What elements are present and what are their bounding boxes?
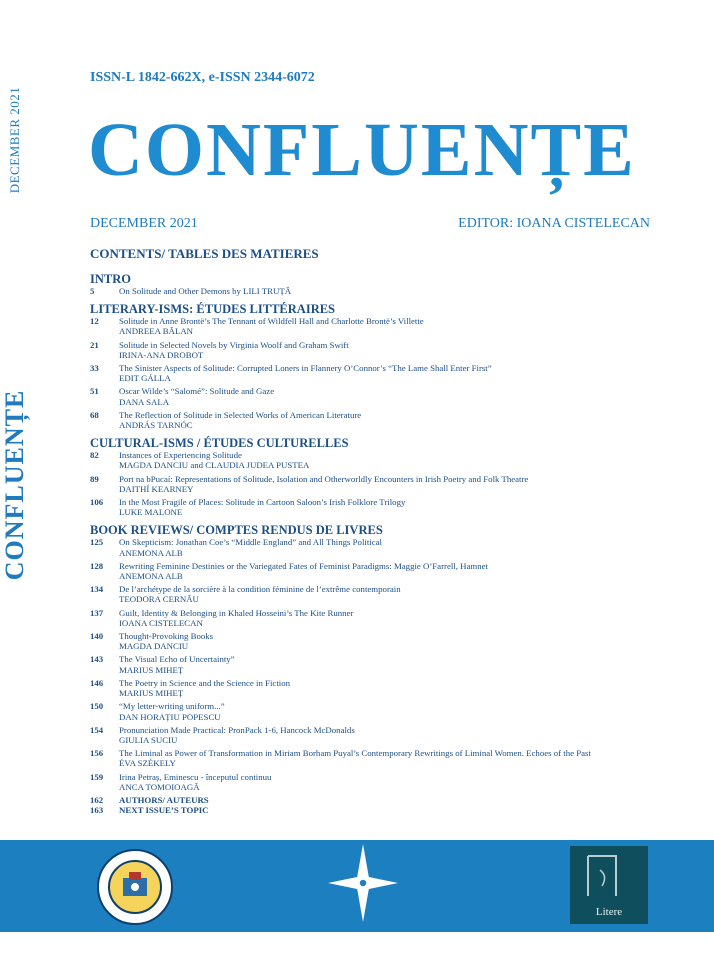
entry-author: ANEMONA ALB [119,571,183,582]
entry-body [119,701,670,721]
page-number: 146 [90,677,104,688]
toc-entry [90,537,670,557]
toc-entry [90,748,670,768]
entry-body [119,608,670,628]
entry-title: Irina Petraș, Eminescu - începutul continuu [119,771,272,782]
toc-entry [90,631,670,651]
litere-label: Litere [595,906,623,918]
entry-author: IRINA-ANA DROBOT [119,349,204,360]
entry-body [119,678,670,698]
quill-icon [570,846,648,906]
editor-line: EDITOR: IOANA CISTELECAN [458,216,650,231]
page-number: 106 [90,497,104,508]
page-number: 143 [90,654,104,665]
entry-title: De l’archétype de la sorcière à la condition féminine de l’extrême contemporain [119,584,401,595]
entry-title: Rewriting Feminine Destinies or the Variegated Fates of Feminist Paradigms: Maggie O’Farrell, Hamnet [119,560,488,571]
entry-body [119,584,670,604]
toc-entry [90,497,670,517]
entry-author: EDIT GÁLLA [119,373,171,384]
toc-entry [90,450,670,470]
page-number: 162 [90,794,104,805]
entry-body [119,386,670,406]
page-number: 140 [90,631,104,642]
page-number: 163 [90,805,104,816]
page-number: 159 [90,771,104,782]
section-heading: LITERARY-ISMS: ÉTUDES LITTÉRAIRES [90,302,336,317]
toc-closing-entry [90,795,670,805]
issue-date: DECEMBER 2021 [90,216,198,231]
entry-author: DAITHÍ KEARNEY [119,483,194,494]
page-number: 21 [90,339,99,350]
toc-entry [90,410,670,430]
entry-author: ANDREEA BĂLAN [119,326,194,337]
spine-title: CONFLUENȚE [0,389,29,581]
page-number: 137 [90,607,104,618]
entry-author: DAN HORAȚIU POPESCU [119,711,221,722]
entry-title: On Solitude and Other Demons by LILI TRUȚĂ [119,286,292,296]
toc-entry [90,678,670,698]
entry-author: DANA SALA [119,396,170,407]
toc-entry [90,725,670,745]
page-number: 51 [90,386,99,397]
page-number: 150 [90,701,104,712]
entry-author: ANCA TOMOIOAGĂ [119,781,200,792]
entry-title: NEXT ISSUE’S TOPIC [119,805,209,816]
issn-line: ISSN-L 1842-662X, e-ISSN 2344-6072 [90,70,315,85]
toc-entry [90,584,670,604]
entry-title: In the Most Fragile of Places: Solitude in Cartoon Saloon’s Irish Folklore Trilogy [119,497,406,508]
page-number: 128 [90,560,104,571]
entry-body [119,363,670,383]
toc-closing-entry [90,805,670,815]
entry-body [119,772,670,792]
toc-entry [90,701,670,721]
entry-author: ÉVA SZÉKELY [119,758,176,769]
section-heading: INTRO [90,272,131,286]
university-seal-icon [96,848,174,926]
entry-author: GIULIA SUCIU [119,734,178,745]
entry-author: ANDRÁS TARNÓC [119,420,193,431]
entry-author: LUKE MALONE [119,507,183,518]
entry-body [119,286,670,296]
toc-entry [90,772,670,792]
entry-title: The Sinister Aspects of Solitude: Corrupted Loners in Flannery O’Connor’s “The Lame Shall Enter First” [119,363,492,374]
page-number: 156 [90,748,104,759]
entry-author: MAGDA DANCIU and CLAUDIA JUDEA PUSTEA [119,460,310,471]
entry-title: On Skepticism: Jonathan Coe’s “Middle England” and All Things Political [119,537,382,548]
toc-entry [90,363,670,383]
entry-title: The Liminal as Power of Transformation in Miriam Borham Puyal’s Contemporary Rewritings of Liminal Women. Echoes of the Past [119,748,591,759]
entry-title: Thought-Provoking Books [119,631,214,642]
entry-body [119,748,670,768]
toc-entry [90,386,670,406]
entry-title: The Visual Echo of Uncertainty” [119,654,235,665]
entry-body [119,537,670,557]
toc-entry [90,316,670,336]
entry-body [119,410,670,430]
toc-entry [90,654,670,674]
entry-body [119,654,670,674]
contents-heading: CONTENTS/ TABLES DES MATIERES [90,246,319,261]
page-number: 154 [90,724,104,735]
toc-entry [90,608,670,628]
entry-title: Oscar Wilde’s “Salomé”: Solitude and Gaze [119,386,275,397]
spine-date: DECEMBER 2021 [7,86,22,194]
page-number: 89 [90,473,99,484]
entry-body [119,631,670,651]
entry-author: MAGDA DANCIU [119,641,189,652]
entry-title: The Reflection of Solitude in Selected Works of American Literature [119,409,362,420]
compass-star-icon [324,840,402,926]
section-heading: BOOK REVIEWS/ COMPTES RENDUS DE LIVRES [90,523,383,538]
entry-author: TEODORA CERNĂU [119,594,199,605]
entry-title: Instances of Experiencing Solitude [119,450,242,461]
journal-title: CONFLUENȚE [88,108,636,192]
entry-author: MARIUS MIHEȚ [119,688,184,699]
page-number: 12 [90,316,99,327]
entry-body [119,725,670,745]
page-number: 134 [90,584,104,595]
entry-title: Solitude in Selected Novels by Virginia Woolf and Graham Swift [119,339,349,350]
page-number: 82 [90,450,99,461]
entry-title: Solitude in Anne Brontë’s The Tennant of Wildfell Hall and Charlotte Brontë’s Villette [119,316,424,327]
page-number: 5 [90,286,95,296]
entry-title: Pronunciation Made Practical: PronPack 1-6, Hancock McDonalds [119,724,355,735]
entry-body [119,340,670,360]
entry-title: AUTHORS/ AUTEURS [119,794,209,805]
entry-title: The Poetry in Science and the Science in Fiction [119,677,291,688]
entry-title: Port na bPucaí: Representations of Solitude, Isolation and Otherworldly Encounters in Irish Poetry and Folk Theatre [119,473,529,484]
entry-author: IOANA CISTELECAN [119,617,203,628]
page-number: 68 [90,409,99,420]
entry-body [119,497,670,517]
entry-body [119,561,670,581]
toc-entry [90,340,670,360]
toc-entry [90,474,670,494]
entry-body [119,474,670,494]
table-of-contents [90,266,670,815]
page-number: 125 [90,537,104,548]
page-number: 33 [90,363,99,374]
entry-author: MARIUS MIHEȚ [119,664,184,675]
toc-entry [90,561,670,581]
entry-body [119,450,670,470]
entry-body [119,316,670,336]
section-heading: CULTURAL-ISMS / ÉTUDES CULTURELLES [90,436,349,451]
toc-entry [90,286,670,296]
entry-author: ANEMONA ALB [119,547,183,558]
entry-title: “My letter-writing uniform...” [119,701,225,712]
entry-title: Guilt, Identity & Belonging in Khaled Hosseini’s The Kite Runner [119,607,354,618]
